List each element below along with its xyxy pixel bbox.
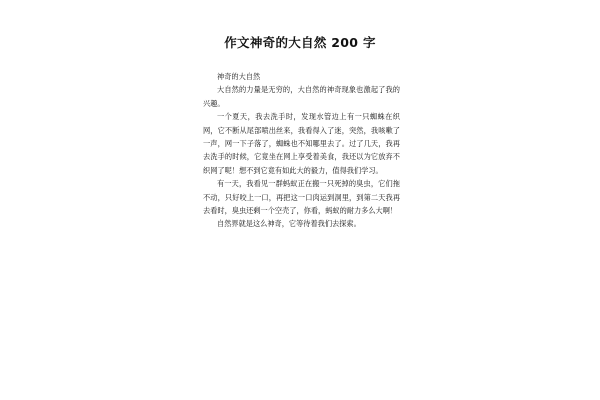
essay-subtitle: 神奇的大自然 xyxy=(217,72,261,81)
essay-paragraph-4: 自然界就是这么神奇，它等待着我们去探索。 xyxy=(217,219,361,229)
essay-paragraph-2: 一个夏天，我去洗手时，发现水管边上有一只蜘蛛在织网，它不断从尾部喷出丝来，我看得入了迷，突然，我咳嗽了一声，网一下子落了，蜘蛛也不知哪里去了。过了几天，我再去洗手的时候，它竟坐在网上享受着美食，我还以为它放弃不织网了呢！想不到它竟有如此大的毅力，值得我们学习。 xyxy=(203,112,400,175)
document-title: 作文神奇的大自然 200 字 xyxy=(224,35,376,50)
essay-paragraph-3: 有一天，我看见一群蚂蚁正在搬一只死掉的臭虫，它们拖不动，只好咬上一口，再把这一口肉运到洞里，到第二天我再去看时，臭虫还剩一个空壳了，你看，蚂蚁的耐力多么大啊！ xyxy=(203,179,400,216)
essay-paragraph-1: 大自然的力量是无穷的，大自然的神奇现象也激起了我的兴趣。 xyxy=(203,85,400,108)
essay-body xyxy=(203,70,400,231)
